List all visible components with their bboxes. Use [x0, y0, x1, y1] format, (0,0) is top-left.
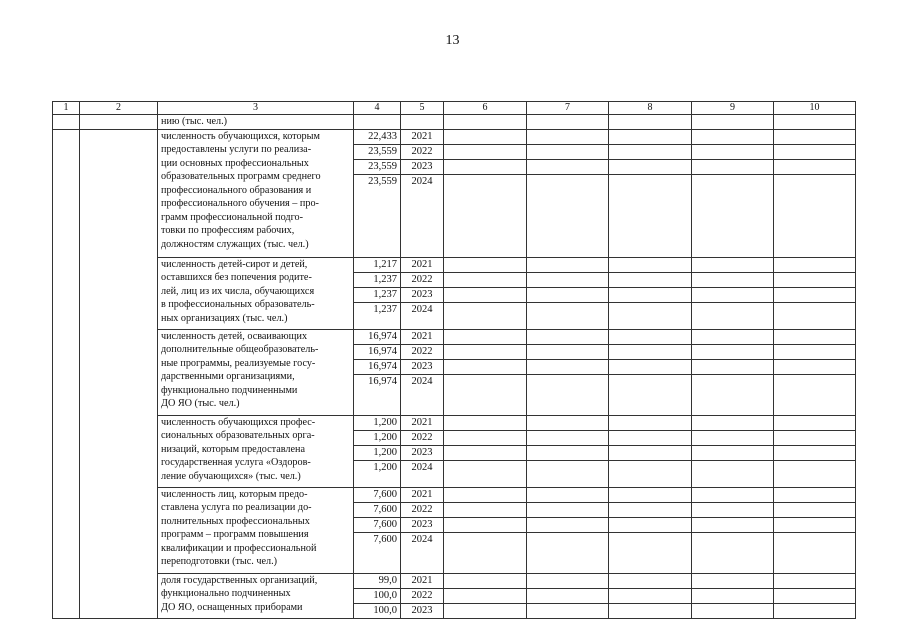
empty-cell	[444, 603, 527, 618]
value-cell: 16,974	[354, 344, 401, 359]
description-line: численность детей-сирот и детей,	[161, 258, 308, 270]
empty-cell	[609, 532, 692, 573]
empty-cell	[774, 329, 856, 344]
empty-cell	[609, 460, 692, 487]
empty-cell	[444, 502, 527, 517]
year-cell: 2021	[401, 129, 444, 144]
year-cell: 2023	[401, 445, 444, 460]
empty-cell	[444, 517, 527, 532]
empty-cell	[527, 460, 609, 487]
table-row	[53, 129, 856, 144]
empty-cell	[774, 174, 856, 257]
empty-cell	[774, 344, 856, 359]
description-line: дарственными организациями,	[161, 371, 295, 382]
empty-cell	[774, 603, 856, 618]
value-cell: 7,600	[354, 517, 401, 532]
header-cell: 9	[692, 102, 774, 115]
indicator-description	[158, 487, 354, 573]
indicator-description	[158, 573, 354, 618]
empty-cell	[609, 287, 692, 302]
description-line: профессионального обучения – про-	[161, 198, 319, 209]
value-cell: 22,433	[354, 129, 401, 144]
empty-cell	[609, 374, 692, 415]
description-line: лей, лиц из их числа, обучающихся	[161, 285, 315, 297]
empty-cell	[527, 359, 609, 374]
description-line: численность детей, осваивающих	[161, 330, 308, 342]
empty-cell	[774, 272, 856, 287]
empty-cell	[692, 502, 774, 517]
empty-cell	[527, 287, 609, 302]
empty-cell	[692, 302, 774, 329]
description-line: ции основных профессиональных	[161, 157, 309, 169]
empty-cell	[444, 415, 527, 430]
empty-cell	[692, 287, 774, 302]
indicator-description: нию (тыс. чел.)	[158, 115, 354, 130]
empty-cell	[444, 532, 527, 573]
empty-cell	[774, 487, 856, 502]
year-cell: 2021	[401, 415, 444, 430]
empty-cell	[609, 445, 692, 460]
description-line: образовательных программ среднего	[161, 171, 321, 182]
empty-cell	[692, 344, 774, 359]
empty-cell	[692, 329, 774, 344]
table-row	[53, 415, 856, 430]
empty-cell	[774, 129, 856, 144]
description-line: государственная услуга «Оздоров-	[161, 457, 311, 468]
empty-cell	[527, 159, 609, 174]
empty-cell	[774, 144, 856, 159]
empty-cell	[609, 415, 692, 430]
empty-cell	[609, 430, 692, 445]
empty-cell	[354, 115, 401, 130]
empty-cell	[609, 329, 692, 344]
empty-cell	[774, 532, 856, 573]
empty-cell	[609, 502, 692, 517]
value-cell: 16,974	[354, 359, 401, 374]
description-line: сиональных образовательных орга-	[161, 430, 315, 441]
table-row	[53, 573, 856, 588]
value-cell: 23,559	[354, 144, 401, 159]
empty-cell	[774, 588, 856, 603]
empty-cell	[444, 430, 527, 445]
empty-cell	[609, 603, 692, 618]
empty-cell	[609, 129, 692, 144]
empty-cell	[692, 129, 774, 144]
empty-cell	[527, 329, 609, 344]
empty-cell	[692, 174, 774, 257]
empty-cell	[692, 257, 774, 272]
empty-cell	[774, 430, 856, 445]
empty-cell	[774, 415, 856, 430]
empty-cell	[527, 532, 609, 573]
year-cell: 2022	[401, 144, 444, 159]
empty-cell	[527, 129, 609, 144]
empty-cell	[692, 487, 774, 502]
empty-cell	[527, 374, 609, 415]
empty-cell	[527, 344, 609, 359]
value-cell: 100,0	[354, 588, 401, 603]
empty-cell	[527, 517, 609, 532]
description-line: численность обучающихся, которым	[161, 130, 320, 142]
empty-cell	[401, 115, 444, 130]
empty-cell	[527, 445, 609, 460]
year-cell: 2022	[401, 502, 444, 517]
value-cell: 1,200	[354, 460, 401, 487]
description-line: должностям служащих (тыс. чел.)	[161, 238, 309, 250]
value-cell: 1,200	[354, 415, 401, 430]
year-cell: 2021	[401, 329, 444, 344]
page-number: 13	[445, 33, 460, 48]
empty-cell	[527, 257, 609, 272]
year-cell: 2024	[401, 460, 444, 487]
table-header-row	[53, 102, 856, 115]
empty-cell	[444, 129, 527, 144]
empty-cell	[444, 487, 527, 502]
empty-cell	[692, 573, 774, 588]
description-line: грамм профессиональной подго-	[161, 211, 304, 223]
value-cell: 1,217	[354, 257, 401, 272]
description-line: предоставлены услуги по реализа-	[161, 144, 312, 155]
value-cell: 16,974	[354, 329, 401, 344]
empty-cell	[527, 573, 609, 588]
empty-cell	[774, 460, 856, 487]
description-line: оставшихся без попечения родите-	[161, 272, 312, 283]
empty-cell	[609, 257, 692, 272]
header-cell: 6	[444, 102, 527, 115]
col2-cell	[80, 115, 158, 130]
empty-cell	[527, 603, 609, 618]
empty-cell	[692, 532, 774, 573]
year-cell: 2024	[401, 374, 444, 415]
description-line: низаций, которым предоставлена	[161, 443, 305, 455]
description-line: в профессиональных образователь-	[161, 299, 315, 310]
description-line: функционально подчиненных	[161, 588, 291, 599]
value-cell: 7,600	[354, 487, 401, 502]
table-row	[53, 257, 856, 272]
empty-cell	[774, 517, 856, 532]
empty-cell	[774, 257, 856, 272]
value-cell: 1,200	[354, 445, 401, 460]
description-line: ставлена услуга по реализации до-	[161, 502, 312, 513]
description-line: переподготовки (тыс. чел.)	[161, 556, 278, 567]
empty-cell	[527, 415, 609, 430]
value-cell: 100,0	[354, 603, 401, 618]
empty-cell	[609, 359, 692, 374]
indicators-table	[52, 101, 856, 619]
empty-cell	[609, 159, 692, 174]
empty-cell	[692, 430, 774, 445]
empty-cell	[692, 603, 774, 618]
value-cell: 16,974	[354, 374, 401, 415]
empty-cell	[444, 257, 527, 272]
empty-cell	[774, 159, 856, 174]
empty-cell	[692, 374, 774, 415]
empty-cell	[527, 302, 609, 329]
description-line: ление обучающихся» (тыс. чел.)	[161, 470, 301, 482]
empty-cell	[527, 487, 609, 502]
empty-cell	[609, 573, 692, 588]
empty-cell	[609, 588, 692, 603]
description-line: программ – программ повышения	[161, 529, 309, 540]
year-cell: 2021	[401, 573, 444, 588]
empty-cell	[774, 359, 856, 374]
description-line: ные программы, реализуемые госу-	[161, 357, 316, 369]
empty-cell	[444, 344, 527, 359]
empty-cell	[692, 517, 774, 532]
year-cell: 2023	[401, 159, 444, 174]
description-line: доля государственных организаций,	[161, 574, 318, 586]
value-cell: 1,200	[354, 430, 401, 445]
empty-cell	[692, 115, 774, 130]
empty-cell	[527, 144, 609, 159]
empty-cell	[609, 144, 692, 159]
description-line: численность лиц, которым предо-	[161, 488, 308, 500]
empty-cell	[527, 174, 609, 257]
empty-cell	[609, 517, 692, 532]
description-line: товки по профессиям рабочих,	[161, 225, 295, 236]
empty-cell	[444, 174, 527, 257]
empty-cell	[774, 302, 856, 329]
value-cell: 1,237	[354, 272, 401, 287]
empty-cell	[444, 159, 527, 174]
header-cell: 8	[609, 102, 692, 115]
header-cell: 3	[158, 102, 354, 115]
empty-cell	[527, 430, 609, 445]
empty-cell	[609, 272, 692, 287]
year-cell: 2021	[401, 487, 444, 502]
empty-cell	[774, 115, 856, 130]
indicator-description	[158, 415, 354, 487]
year-cell: 2024	[401, 532, 444, 573]
year-cell: 2023	[401, 603, 444, 618]
header-cell: 2	[80, 102, 158, 115]
empty-cell	[527, 272, 609, 287]
year-cell: 2024	[401, 174, 444, 257]
header-cell: 1	[53, 102, 80, 115]
empty-cell	[609, 487, 692, 502]
empty-cell	[444, 287, 527, 302]
year-cell: 2023	[401, 517, 444, 532]
col2-cell	[80, 129, 158, 618]
empty-cell	[609, 115, 692, 130]
description-line: ДО ЯО (тыс. чел.)	[161, 398, 240, 409]
empty-cell	[444, 588, 527, 603]
description-line: ных организациях (тыс. чел.)	[161, 312, 288, 324]
empty-cell	[692, 359, 774, 374]
description-line: численность обучающихся профес-	[161, 416, 316, 428]
empty-cell	[692, 415, 774, 430]
empty-cell	[444, 272, 527, 287]
description-line: дополнительные общеобразователь-	[161, 344, 319, 355]
empty-cell	[692, 588, 774, 603]
empty-cell	[444, 573, 527, 588]
value-cell: 1,237	[354, 302, 401, 329]
col1-cell	[53, 115, 80, 130]
empty-cell	[527, 502, 609, 517]
value-cell: 23,559	[354, 174, 401, 257]
year-cell: 2022	[401, 588, 444, 603]
table-row	[53, 329, 856, 344]
description-line: квалификации и профессиональной	[161, 542, 317, 554]
empty-cell	[609, 302, 692, 329]
year-cell: 2021	[401, 257, 444, 272]
empty-cell	[692, 460, 774, 487]
value-cell: 23,559	[354, 159, 401, 174]
empty-cell	[444, 445, 527, 460]
empty-cell	[444, 460, 527, 487]
empty-cell	[692, 159, 774, 174]
empty-cell	[774, 374, 856, 415]
empty-cell	[609, 174, 692, 257]
table-row	[53, 487, 856, 502]
empty-cell	[527, 115, 609, 130]
year-cell: 2023	[401, 359, 444, 374]
year-cell: 2022	[401, 344, 444, 359]
indicator-description	[158, 257, 354, 329]
header-cell: 5	[401, 102, 444, 115]
indicator-description	[158, 329, 354, 415]
empty-cell	[609, 344, 692, 359]
indicator-description	[158, 129, 354, 257]
empty-cell	[692, 445, 774, 460]
table-row	[53, 115, 856, 130]
year-cell: 2024	[401, 302, 444, 329]
year-cell: 2023	[401, 287, 444, 302]
header-cell: 4	[354, 102, 401, 115]
empty-cell	[527, 588, 609, 603]
empty-cell	[774, 573, 856, 588]
description-line: функционально подчиненными	[161, 384, 298, 396]
description-line: профессионального образования и	[161, 184, 312, 196]
header-cell: 10	[774, 102, 856, 115]
empty-cell	[774, 287, 856, 302]
header-cell: 7	[527, 102, 609, 115]
year-cell: 2022	[401, 272, 444, 287]
value-cell: 1,237	[354, 287, 401, 302]
empty-cell	[692, 144, 774, 159]
empty-cell	[444, 302, 527, 329]
empty-cell	[774, 445, 856, 460]
value-cell: 7,600	[354, 502, 401, 517]
col1-cell	[53, 129, 80, 618]
value-cell: 7,600	[354, 532, 401, 573]
empty-cell	[444, 359, 527, 374]
empty-cell	[692, 272, 774, 287]
empty-cell	[444, 115, 527, 130]
empty-cell	[444, 374, 527, 415]
empty-cell	[444, 144, 527, 159]
description-line: полнительных профессиональных	[161, 515, 310, 527]
empty-cell	[444, 329, 527, 344]
value-cell: 99,0	[354, 573, 401, 588]
year-cell: 2022	[401, 430, 444, 445]
empty-cell	[774, 502, 856, 517]
description-line: ДО ЯО, оснащенных приборами	[161, 601, 303, 613]
